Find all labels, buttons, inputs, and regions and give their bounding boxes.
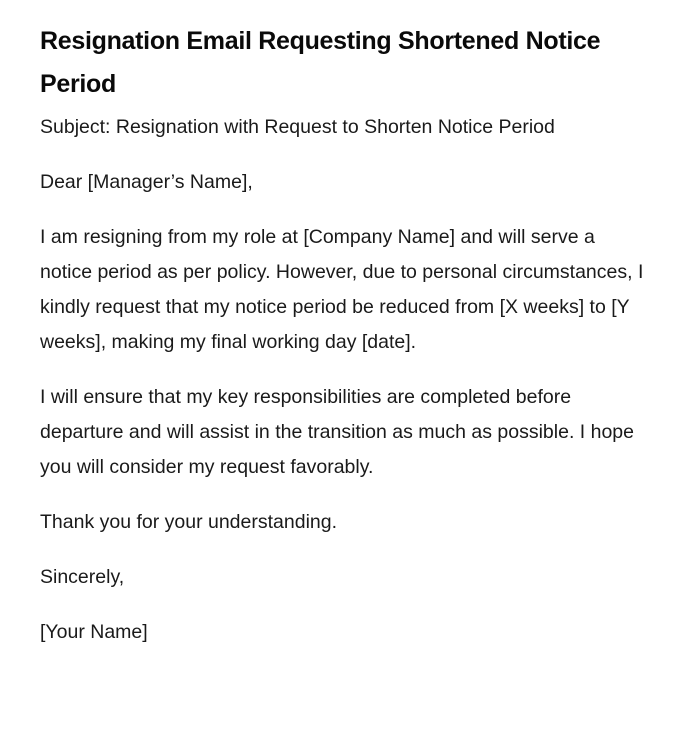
email-template-document [40, 20, 650, 650]
thanks-line: Thank you for your understanding. [40, 511, 338, 533]
body-paragraph-request: I am resigning from my role at [Company Name] and will serve a notice period as per policy. However, due to personal circumstances, I kindly request that my notice period be reduced from [X weeks] to [Y weeks], making my final working day [date]. [40, 226, 644, 353]
email-subject: Subject: Resignation with Request to Shorten Notice Period [40, 116, 555, 138]
body-paragraph-transition: I will ensure that my key responsibilities are completed before departure and will assist in the transition as much as possible. I hope you will consider my request favorably. [40, 386, 634, 478]
signature-line: [Your Name] [40, 621, 148, 643]
closing-line: Sincerely, [40, 566, 125, 588]
email-greeting: Dear [Manager’s Name], [40, 171, 253, 193]
document-title: Resignation Email Requesting Shortened Notice Period [40, 27, 601, 98]
